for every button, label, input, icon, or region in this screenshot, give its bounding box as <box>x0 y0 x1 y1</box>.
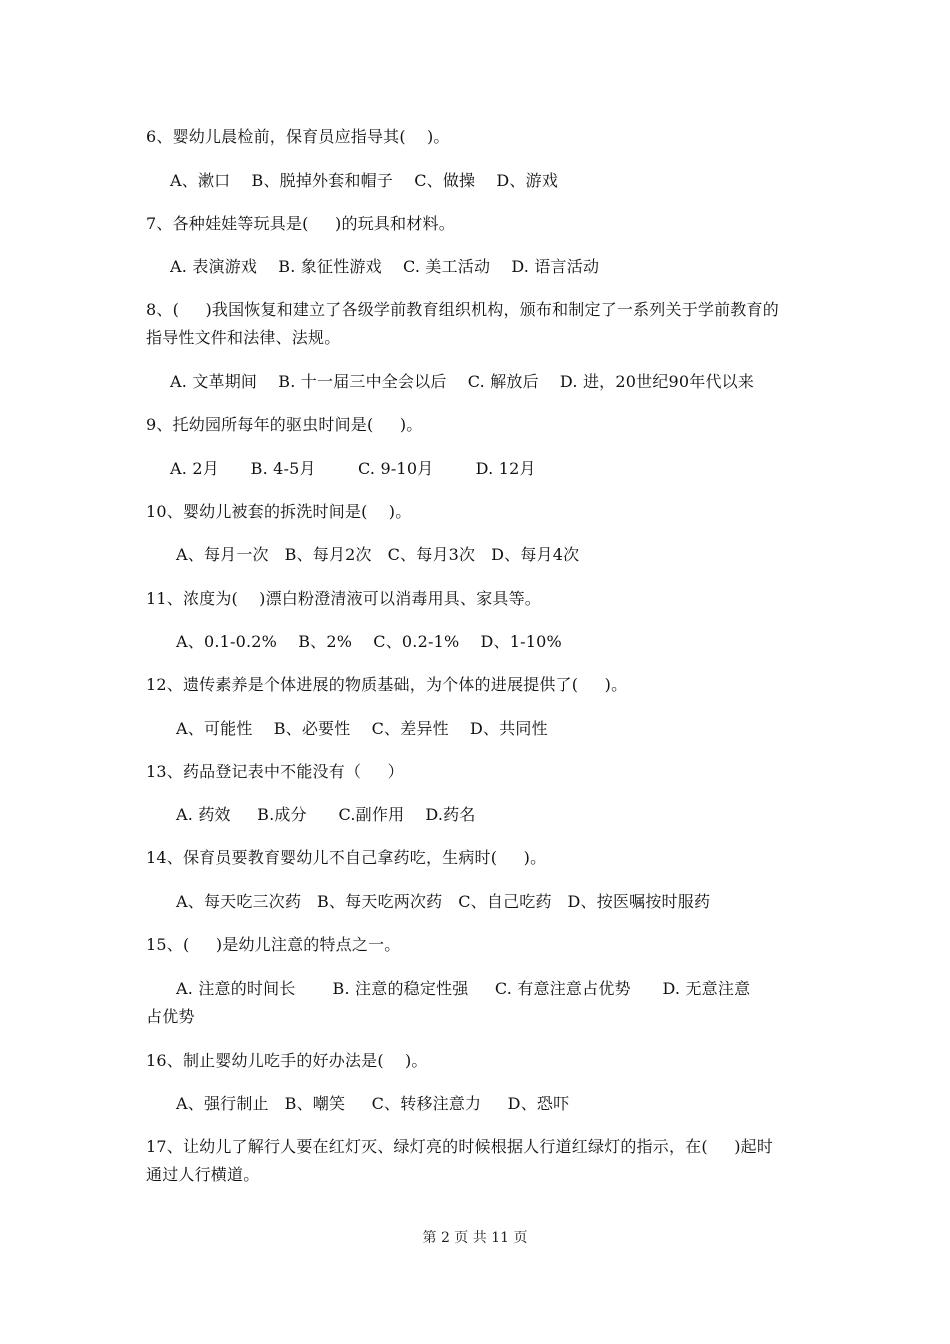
question-17-continuation: 通过人行横道。 <box>146 1165 260 1184</box>
question-12-options: A、可能性 B、必要性 C、差异性 D、共同性 <box>176 719 548 738</box>
question-11: 11、浓度为( )漂白粉澄清液可以消毒用具、家具等。 <box>146 589 541 608</box>
question-8-options: A. 文革期间 B. 十一届三中全会以后 C. 解放后 D. 进，20世纪90年代以来 <box>170 372 755 391</box>
question-15-options: A. 注意的时间长 B. 注意的稳定性强 C. 有意注意占优势 D. 无意注意 <box>176 979 751 998</box>
question-7: 7、各种娃娃等玩具是( )的玩具和材料。 <box>146 214 455 233</box>
question-9-options: A. 2月 B. 4-5月 C. 9-10月 D. 12月 <box>170 459 536 478</box>
question-15: 15、( )是幼儿注意的特点之一。 <box>146 935 401 954</box>
question-16: 16、制止婴幼儿吃手的好办法是( )。 <box>146 1051 428 1070</box>
question-6: 6、婴幼儿晨检前，保育员应指导其( )。 <box>146 127 450 146</box>
question-7-options: A. 表演游戏 B. 象征性游戏 C. 美工活动 D. 语言活动 <box>170 257 600 276</box>
question-15-options-continuation: 占优势 <box>146 1007 195 1026</box>
question-14-options: A、每天吃三次药 B、每天吃两次药 C、自己吃药 D、按医嘱按时服药 <box>176 892 711 911</box>
page-number-footer: 第 2 页 共 11 页 <box>422 1230 528 1246</box>
question-6-options: A、漱口 B、脱掉外套和帽子 C、做操 D、游戏 <box>170 171 559 190</box>
question-8-continuation: 指导性文件和法律、法规。 <box>146 328 341 347</box>
question-13: 13、药品登记表中不能没有（ ） <box>146 762 404 781</box>
question-10: 10、婴幼儿被套的拆洗时间是( )。 <box>146 502 412 521</box>
question-14: 14、保育员要教育婴幼儿不自己拿药吃，生病时( )。 <box>146 848 547 867</box>
question-11-options: A、0.1-0.2% B、2% C、0.2-1% D、1-10% <box>176 632 562 651</box>
question-16-options: A、强行制止 B、嘲笑 C、转移注意力 D、恐吓 <box>176 1094 570 1113</box>
question-13-options: A. 药效 B.成分 C.副作用 D.药名 <box>176 805 476 824</box>
question-9: 9、托幼园所每年的驱虫时间是( )。 <box>146 415 423 434</box>
question-10-options: A、每月一次 B、每月2次 C、每月3次 D、每月4次 <box>176 545 580 564</box>
question-12: 12、遗传素养是个体进展的物质基础，为个体的进展提供了( )。 <box>146 675 628 694</box>
question-8: 8、( )我国恢复和建立了各级学前教育组织机构，颁布和制定了一系列关于学前教育的 <box>146 300 779 319</box>
question-17: 17、让幼儿了解行人要在红灯灭、绿灯亮的时候根据人行道红绿灯的指示，在( )起时 <box>146 1137 774 1156</box>
